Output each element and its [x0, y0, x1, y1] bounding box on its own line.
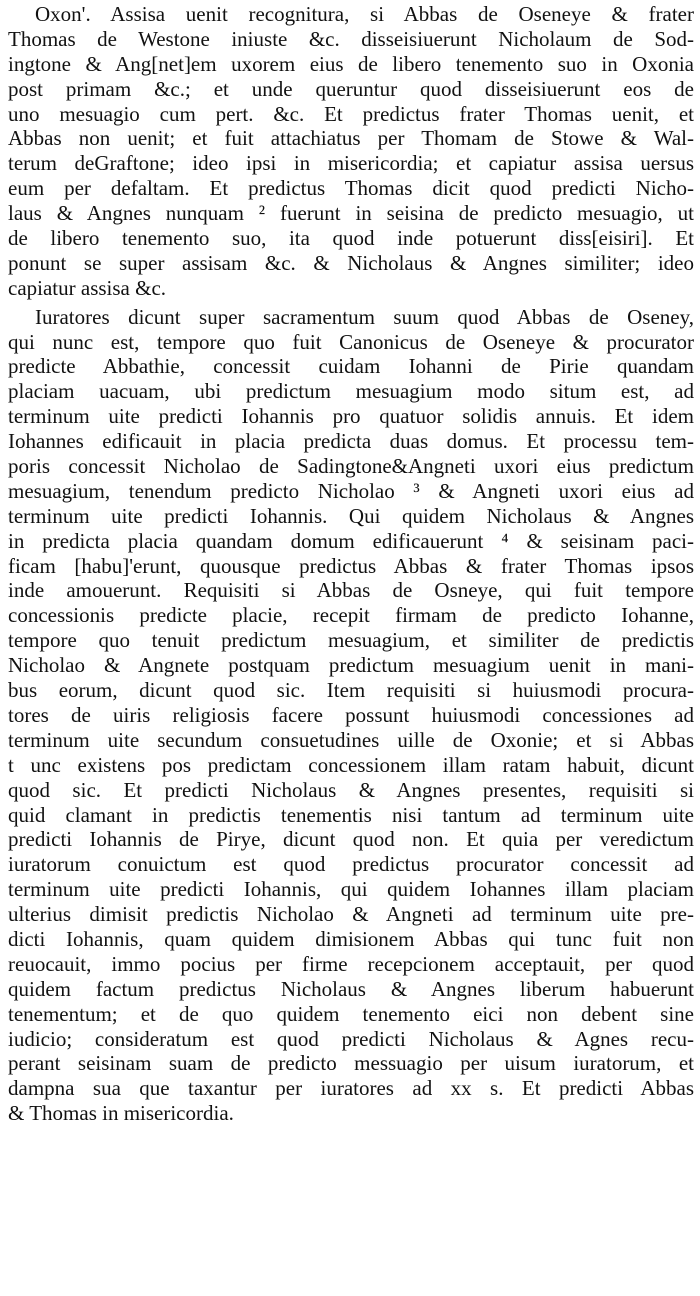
text-line: terminum uite predicti Iohannis, qui quidem Iohannes illam placiam: [8, 877, 694, 902]
text-line: terminum uite secundum consuetudines uille de Oxonie; et si Abbas: [8, 727, 694, 752]
text-line: terminum uite predicti Iohannis pro quatuor solidis annuis. Et idem: [8, 404, 694, 429]
text-line: Abbas non uenit; et fuit attachiatus per Thomam de Stowe & Wal-: [8, 126, 694, 151]
text-line: predicte Abbathie, concessit cuidam Iohanni de Pirie quandam: [8, 354, 694, 379]
text-line: dampna sua que taxantur per iuratores ad xx s. Et predicti Abbas: [8, 1076, 694, 1101]
text-line: terminum uite predicti Iohannis. Qui quidem Nicholaus & Angnes: [8, 503, 694, 528]
text-line: quid clamant in predictis tenementis nisi tantum ad terminum uite: [8, 802, 694, 827]
text-line: mesuagium, tenendum predicto Nicholao ³ & Angneti uxori eius ad: [8, 478, 694, 503]
text-line: Nicholao & Angnete postquam predictum mesuagium uenit in mani-: [8, 653, 694, 678]
text-line: t unc existens pos predictam concessionem illam ratam habuit, dicunt: [8, 752, 694, 777]
text-line: ingtone & Ang[net]em uxorem eius de libero tenemento suo in Oxonia: [8, 51, 694, 76]
text-line: laus & Angnes nunquam ² fuerunt in seisina de predicto mesuagio, ut: [8, 201, 694, 226]
text-line: in predicta placia quandam domum edificauerunt ⁴ & seisinam paci-: [8, 528, 694, 553]
text-line: tores de uiris religiosis facere possunt huiusmodi concessiones ad: [8, 702, 694, 727]
text-line: iuratorum conuictum est quod predictus procurator concessit ad: [8, 852, 694, 877]
text-line: eum per defaltam. Et predictus Thomas dicit quod predicti Nicho-: [8, 176, 694, 201]
text-line: quidem factum predictus Nicholaus & Angnes liberum habuerunt: [8, 976, 694, 1001]
text-line: capiatur assisa &c.: [8, 275, 167, 300]
text-line: inde amouerunt. Requisiti si Abbas de Osneye, qui fuit tempore: [8, 578, 694, 603]
text-line: & Thomas in misericordia.: [8, 1101, 234, 1126]
text-line: post primam &c.; et unde queruntur quod disseisiuerunt eos de: [8, 76, 694, 101]
text-line: tempore quo tenuit predictum mesuagium, et similiter de predictis: [8, 628, 694, 653]
text-line: de libero tenemento suo, ita quod inde potuerunt diss[eisiri]. Et: [8, 226, 694, 251]
text-line: iudicio; consideratum est quod predicti Nicholaus & Agnes recu-: [8, 1026, 694, 1051]
paragraph: [8, 2, 694, 301]
text-line: uno mesuagio cum pert. &c. Et predictus frater Thomas uenit, et: [8, 101, 694, 126]
text-line: Oxon'. Assisa uenit recognitura, si Abbas de Oseneye & frater: [35, 2, 694, 26]
text-line: terum deGraftone; ideo ipsi in misericordia; et capiatur assisa uersus: [8, 151, 694, 176]
text-line: predicti Iohannis de Pirye, dicunt quod non. Et quia per veredictum: [8, 827, 694, 852]
text-line: perant seisinam suam de predicto messuagio per uisum iuratorum, et: [8, 1051, 694, 1076]
text-line: placiam uacuam, ubi predictum mesuagium modo situm est, ad: [8, 379, 694, 404]
text-line: tenementum; et de quo quidem tenemento eici non debent sine: [8, 1001, 694, 1026]
text-line: Iuratores dicunt super sacramentum suum quod Abbas de Oseney,: [35, 304, 694, 329]
text-line: Iohannes edificauit in placia predicta duas domus. Et processu tem-: [8, 429, 694, 454]
paragraph: [8, 305, 694, 1126]
text-line: Thomas de Westone iniuste &c. disseisiuerunt Nicholaum de Sod-: [8, 26, 694, 51]
text-line: bus eorum, dicunt quod sic. Item requisiti si huiusmodi procura-: [8, 678, 694, 703]
text-line: poris concessit Nicholao de Sadingtone&Angneti uxori eius predictum: [8, 454, 694, 479]
text-line: ponunt se super assisam &c. & Nicholaus & Angnes similiter; ideo: [8, 250, 694, 275]
text-line: qui nunc est, tempore quo fuit Canonicus de Oseneye & procurator: [8, 329, 694, 354]
text-line: ulterius dimisit predictis Nicholao & Angneti ad terminum uite pre-: [8, 902, 694, 927]
text-line: concessionis predicte placie, recepit firmam de predicto Iohanne,: [8, 603, 694, 628]
text-line: quod sic. Et predicti Nicholaus & Angnes presentes, requisiti si: [8, 777, 694, 802]
text-line: reuocauit, immo pocius per firme recepcionem acceptauit, per quod: [8, 951, 694, 976]
text-line: dicti Iohannis, quam quidem dimisionem Abbas qui tunc fuit non: [8, 926, 694, 951]
text-line: ficam [habu]'erunt, quousque predictus Abbas & frater Thomas ipsos: [8, 553, 694, 578]
